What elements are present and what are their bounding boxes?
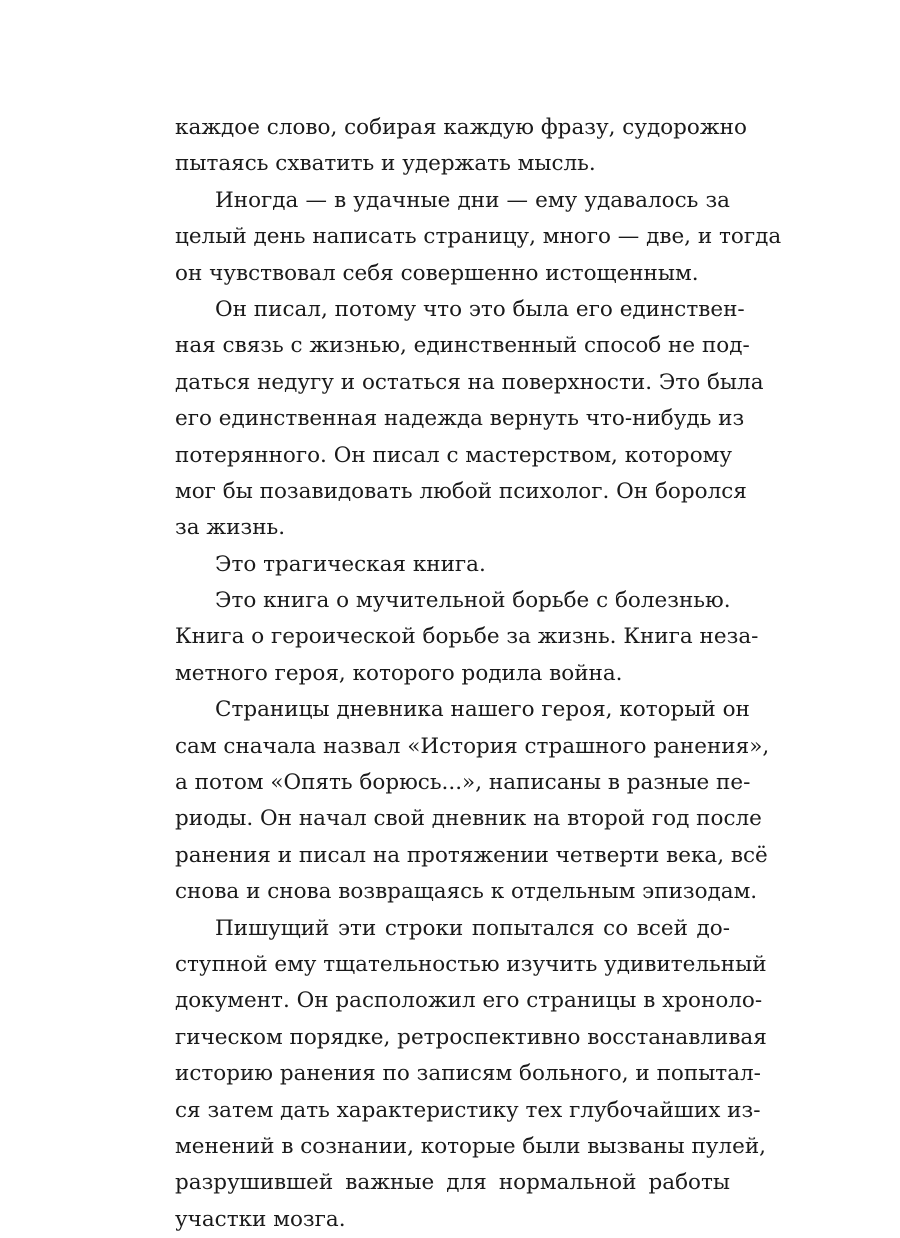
text-line-23: Пишущий эти строки попытался со всей до- — [215, 915, 730, 941]
text-line-19: а потом «Опять борюсь...», написаны в разные пе- — [175, 770, 751, 796]
text-line-4: целый день написать страницу, много — две, и тогда — [175, 224, 782, 250]
text-line-26: гическом порядке, ретроспективно восстанавливая — [175, 1024, 767, 1050]
text-line-7: ная связь с жизнью, единственный способ не под- — [175, 333, 750, 359]
text-line-5: он чувствовал себя совершенно истощенным. — [175, 260, 699, 286]
text-line-3: Иногда — в удачные дни — ему удавалось за — [215, 187, 730, 213]
text-line-30: разрушившей важные для нормальной работы — [175, 1170, 730, 1196]
text-line-15: Книга о героической борьбе за жизнь. Книга неза- — [175, 624, 759, 650]
text-line-2: пытаясь схватить и удержать мысль. — [175, 151, 596, 177]
text-line-11: мог бы позавидовать любой психолог. Он боролся — [175, 478, 747, 504]
text-line-31: участки мозга. — [175, 1206, 346, 1232]
text-line-13: Это трагическая книга. — [215, 551, 486, 577]
text-line-27: историю ранения по записям больного, и попытал- — [175, 1061, 761, 1087]
text-line-10: потерянного. Он писал с мастерством, которому — [175, 442, 733, 468]
text-line-16: метного героя, которого родила война. — [175, 660, 623, 686]
text-line-28: ся затем дать характеристику тех глубочайших из- — [175, 1097, 761, 1123]
text-line-25: документ. Он расположил его страницы в хроноло- — [175, 988, 763, 1014]
text-line-9: его единственная надежда вернуть что-нибудь из — [175, 406, 745, 432]
text-line-18: сам сначала назвал «История страшного ранения», — [175, 733, 770, 759]
text-line-21: ранения и писал на протяжении четверти века, всё — [175, 842, 768, 868]
text-line-17: Страницы дневника нашего героя, который он — [215, 697, 750, 723]
text-line-14: Это книга о мучительной борьбе с болезнью. — [215, 588, 731, 614]
body-text — [175, 110, 782, 1238]
text-line-1: каждое слово, собирая каждую фразу, судорожно — [175, 115, 747, 140]
text-line-20: риоды. Он начал свой дневник на второй год после — [175, 806, 762, 832]
text-line-29: менений в сознании, которые были вызваны пулей, — [175, 1133, 766, 1159]
text-line-24: ступной ему тщательностью изучить удивительный — [175, 951, 767, 977]
text-line-22: снова и снова возвращаясь к отдельным эпизодам. — [175, 879, 758, 905]
text-line-6: Он писал, потому что это была его единствен- — [215, 296, 745, 322]
text-line-8: даться недугу и остаться на поверхности. Это была — [175, 369, 764, 395]
text-line-12: за жизнь. — [175, 515, 286, 541]
